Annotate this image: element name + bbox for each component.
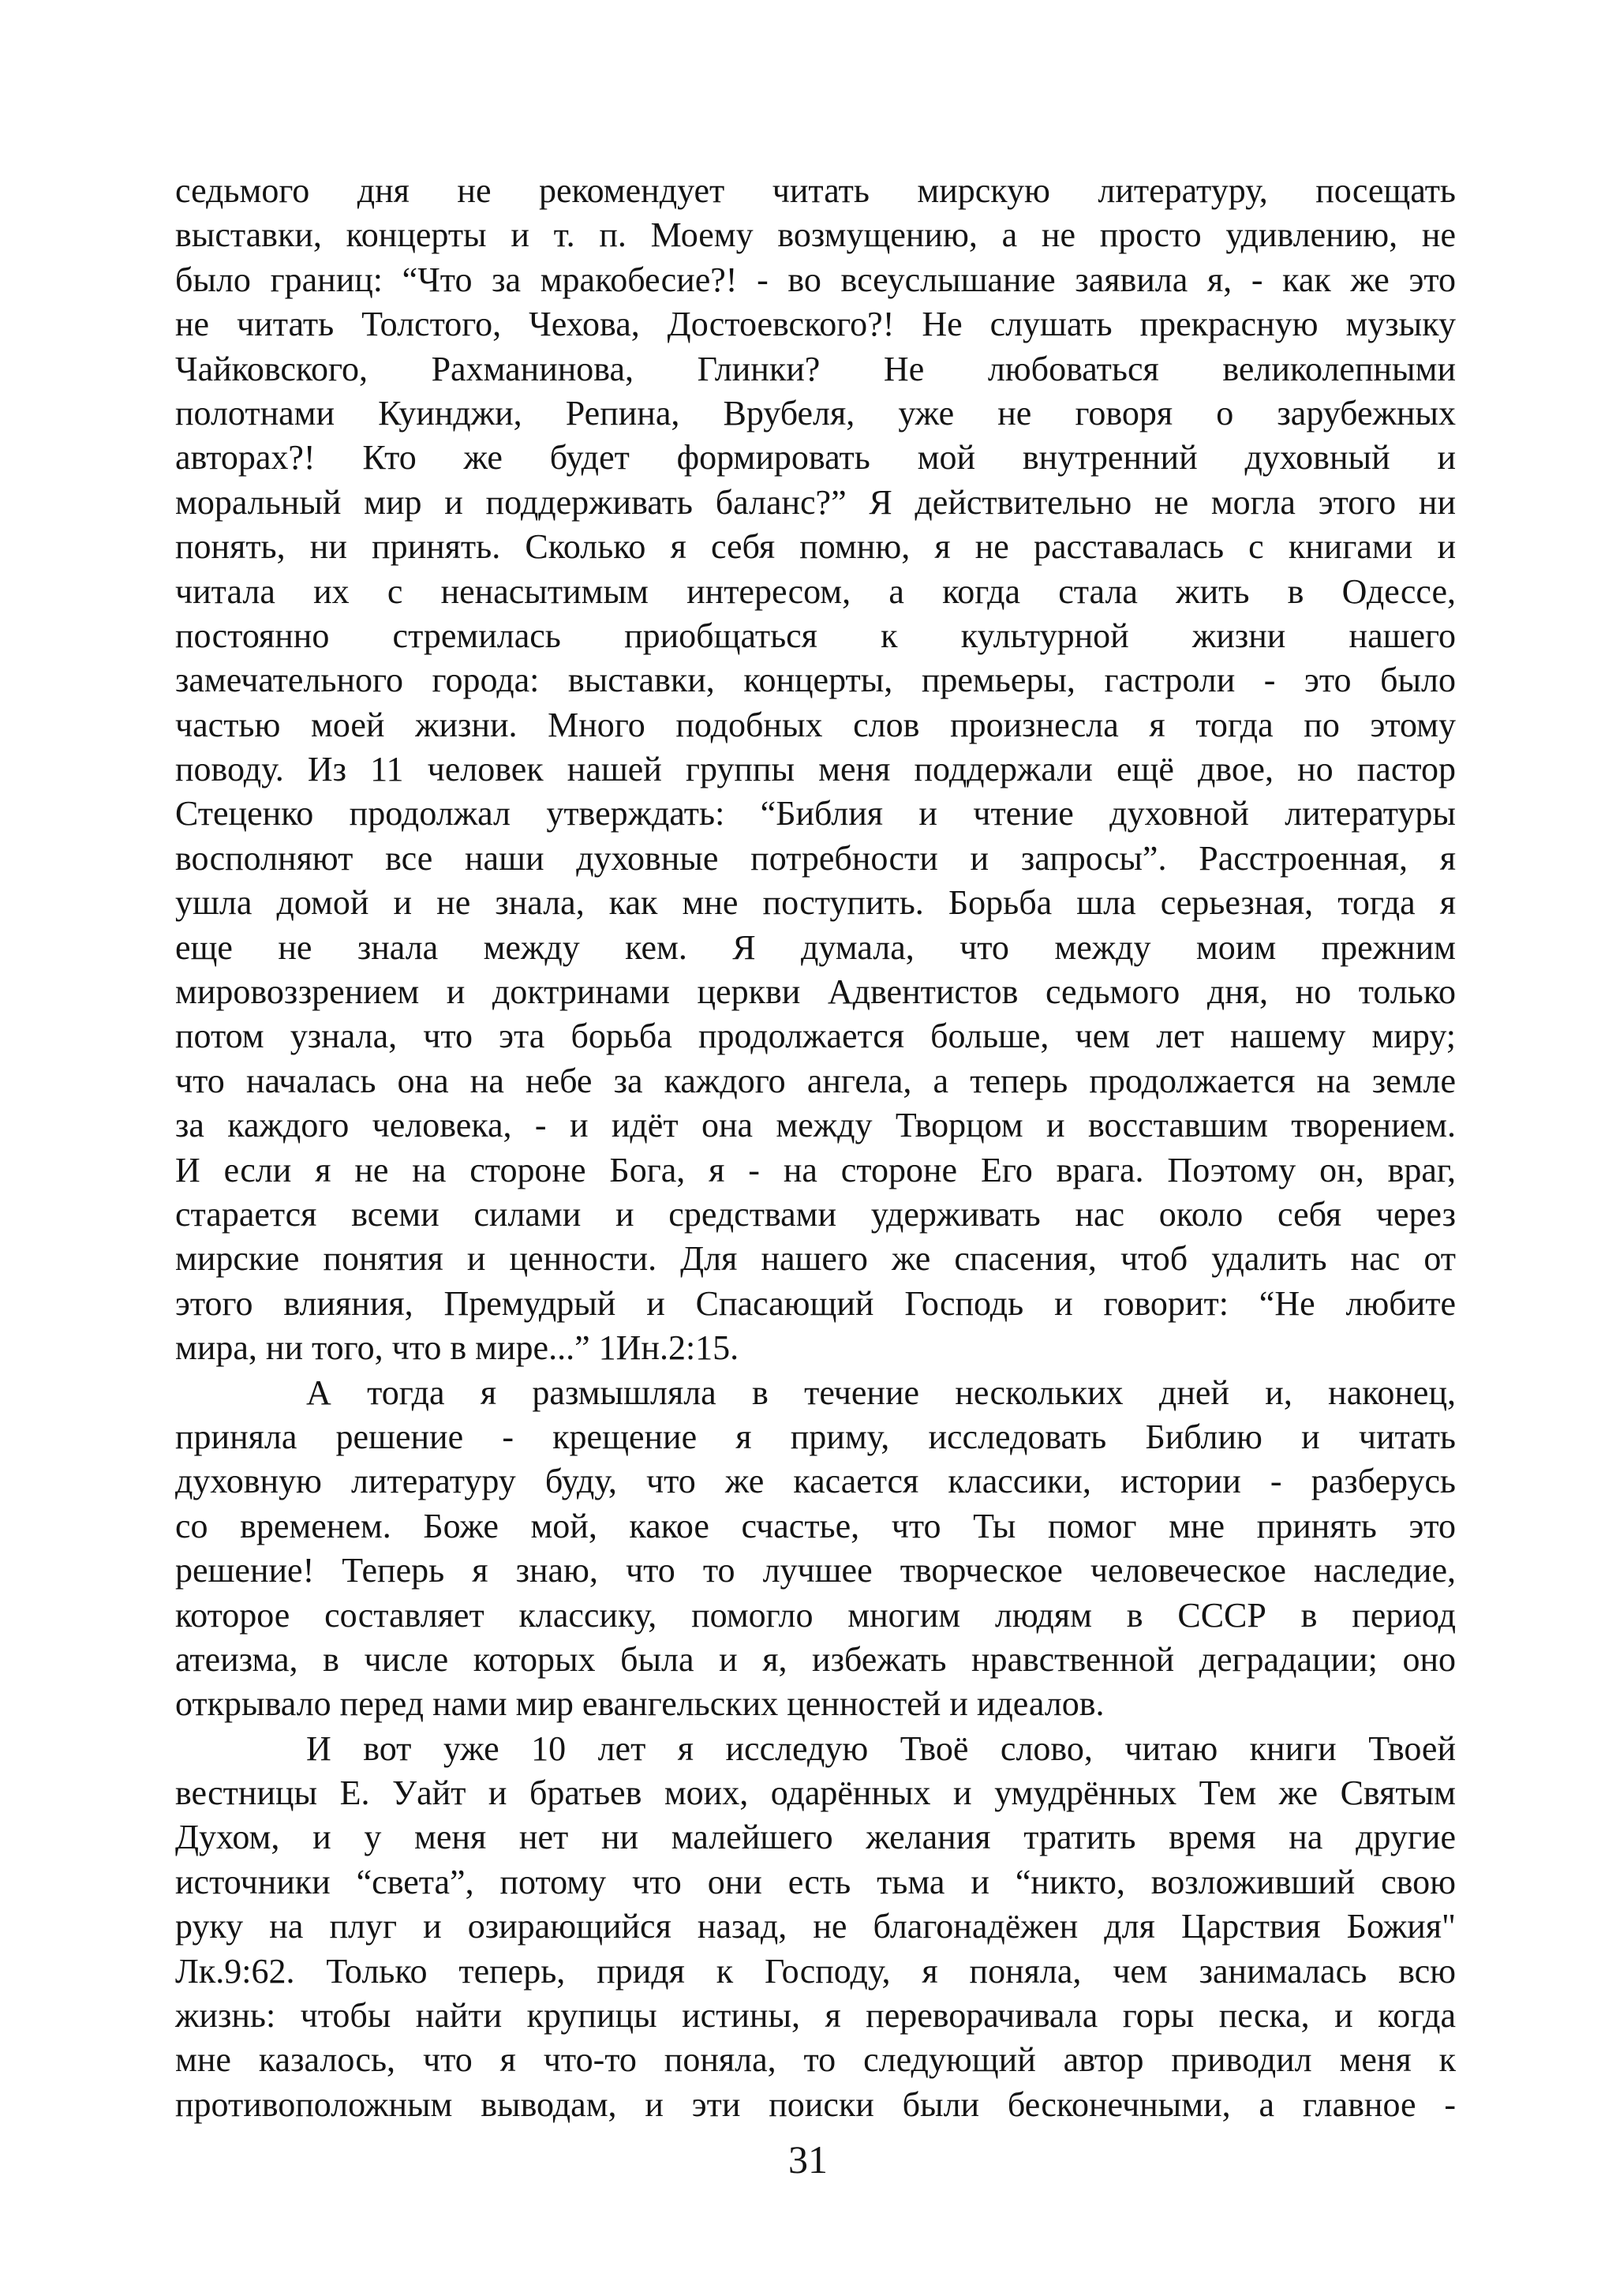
text-line: старается всеми силами и средствами удерживать нас около себя через xyxy=(175,1194,1456,1234)
text-line: читала их с ненасытимым интересом, а когда стала жить в Одессе, xyxy=(175,571,1456,611)
text-line: потом узнала, что эта борьба продолжается больше, чем лет нашему миру; xyxy=(175,1017,1456,1056)
text-line: атеизма, в числе которых была и я, избежать нравственной деградации; оно xyxy=(175,1639,1456,1679)
text-line: И если я не на стороне Бога, я - на стороне Его врага. Поэтому он, враг, xyxy=(175,1150,1456,1189)
paragraph-first-line: И вот уже 10 лет я исследую Твоё слово, читаю книги Твоей xyxy=(306,1729,1456,1768)
text-line: моральный мир и поддерживать баланс?” Я действительно не могла этого ни xyxy=(175,482,1456,522)
text-line: приняла решение - крещение я приму, исследовать Библию и читать xyxy=(175,1417,1456,1456)
text-line: мирские понятия и ценности. Для нашего же спасения, чтоб удалить нас от xyxy=(175,1239,1456,1279)
page-number: 31 xyxy=(788,2137,828,2182)
text-line: Чайковского, Рахманинова, Глинки? Не любоваться великолепными xyxy=(175,349,1456,388)
text-line: замечательного города: выставки, концерты, премьеры, гастроли - это было xyxy=(175,661,1456,700)
text-line: которое составляет классику, помогло многим людям в СССР в период xyxy=(175,1595,1456,1635)
text-line: за каждого человека, - и идёт она между Творцом и восставшим творением. xyxy=(175,1106,1456,1145)
text-line: частью моей жизни. Много подобных слов произнесла я тогда по этому xyxy=(175,705,1456,744)
text-line: постоянно стремилась приобщаться к культурной жизни нашего xyxy=(175,616,1456,655)
text-line: еще не знала между кем. Я думала, что между моим прежним xyxy=(175,927,1456,967)
text-line: Лк.9:62. Только теперь, придя к Господу, я поняла, чем занималась всю xyxy=(175,1951,1456,1991)
text-line: не читать Толстого, Чехова, Достоевского?! Не слушать прекрасную музыку xyxy=(175,305,1456,344)
text-line: духовную литературу буду, что же касается классики, истории - разберусь xyxy=(175,1462,1456,1501)
text-line: решение! Теперь я знаю, что то лучшее творческое человеческое наследие, xyxy=(175,1551,1456,1590)
text-line: было границ: “Что за мракобесие?! - во всеуслышание заявила я, - как же это xyxy=(175,260,1456,299)
text-line: мне казалось, что я что-то поняла, то следующий автор приводил меня к xyxy=(175,2040,1456,2080)
text-line: поводу. Из 11 человек нашей группы меня поддержали ещё двое, но пастор xyxy=(175,750,1456,789)
text-line: что началась она на небе за каждого ангела, а теперь продолжается на земле xyxy=(175,1061,1456,1100)
paragraph-end-line: открывало перед нами мир евангельских ценностей и идеалов. xyxy=(175,1684,1105,1724)
text-line: противоположным выводам, и эти поиски были бесконечными, а главное - xyxy=(175,2084,1456,2124)
text-line: мировоззрением и доктринами церкви Адвентистов седьмого дня, но только xyxy=(175,972,1456,1012)
document-body xyxy=(175,169,1456,2127)
text-line: ушла домой и не знала, как мне поступить. Борьба шла серьезная, тогда я xyxy=(175,883,1456,923)
text-line: жизнь: чтобы найти крупицы истины, я переворачивала горы песка, и когда xyxy=(175,1996,1456,2036)
text-line: седьмого дня не рекомендует читать мирскую литературу, посещать xyxy=(175,171,1456,210)
text-line: источники “света”, потому что они есть тьма и “никто, возложивший свою xyxy=(175,1862,1456,1901)
text-line: авторах?! Кто же будет формировать мой внутренний духовный и xyxy=(175,438,1456,478)
text-line: Духом, и у меня нет ни малейшего желания тратить время на другие xyxy=(175,1818,1456,1857)
text-line: вестницы Е. Уайт и братьев моих, одарённых и умудрённых Тем же Святым xyxy=(175,1774,1456,1813)
text-line: со временем. Боже мой, какое счастье, что Ты помог мне принять это xyxy=(175,1506,1456,1545)
text-line: руку на плуг и озирающийся назад, не благонадёжен для Царствия Божия" xyxy=(175,1907,1456,1946)
text-line: этого влияния, Премудрый и Спасающий Господь и говорит: “Не любите xyxy=(175,1283,1456,1323)
text-line: восполняют все наши духовные потребности и запросы”. Расстроенная, я xyxy=(175,838,1456,878)
text-line: понять, ни принять. Сколько я себя помню, я не расставалась с книгами и xyxy=(175,527,1456,567)
paragraph-first-line: А тогда я размышляла в течение нескольких дней и, наконец, xyxy=(306,1373,1456,1412)
text-line: Стеценко продолжал утверждать: “Библия и чтение духовной литературы xyxy=(175,794,1456,833)
paragraph-end-line: мира, ни того, что в мире...” 1Ин.2:15. xyxy=(175,1328,739,1368)
text-line: выставки, концерты и т. п. Моему возмущению, а не просто удивлению, не xyxy=(175,215,1456,255)
text-line: полотнами Куинджи, Репина, Врубеля, уже не говоря о зарубежных xyxy=(175,393,1456,433)
